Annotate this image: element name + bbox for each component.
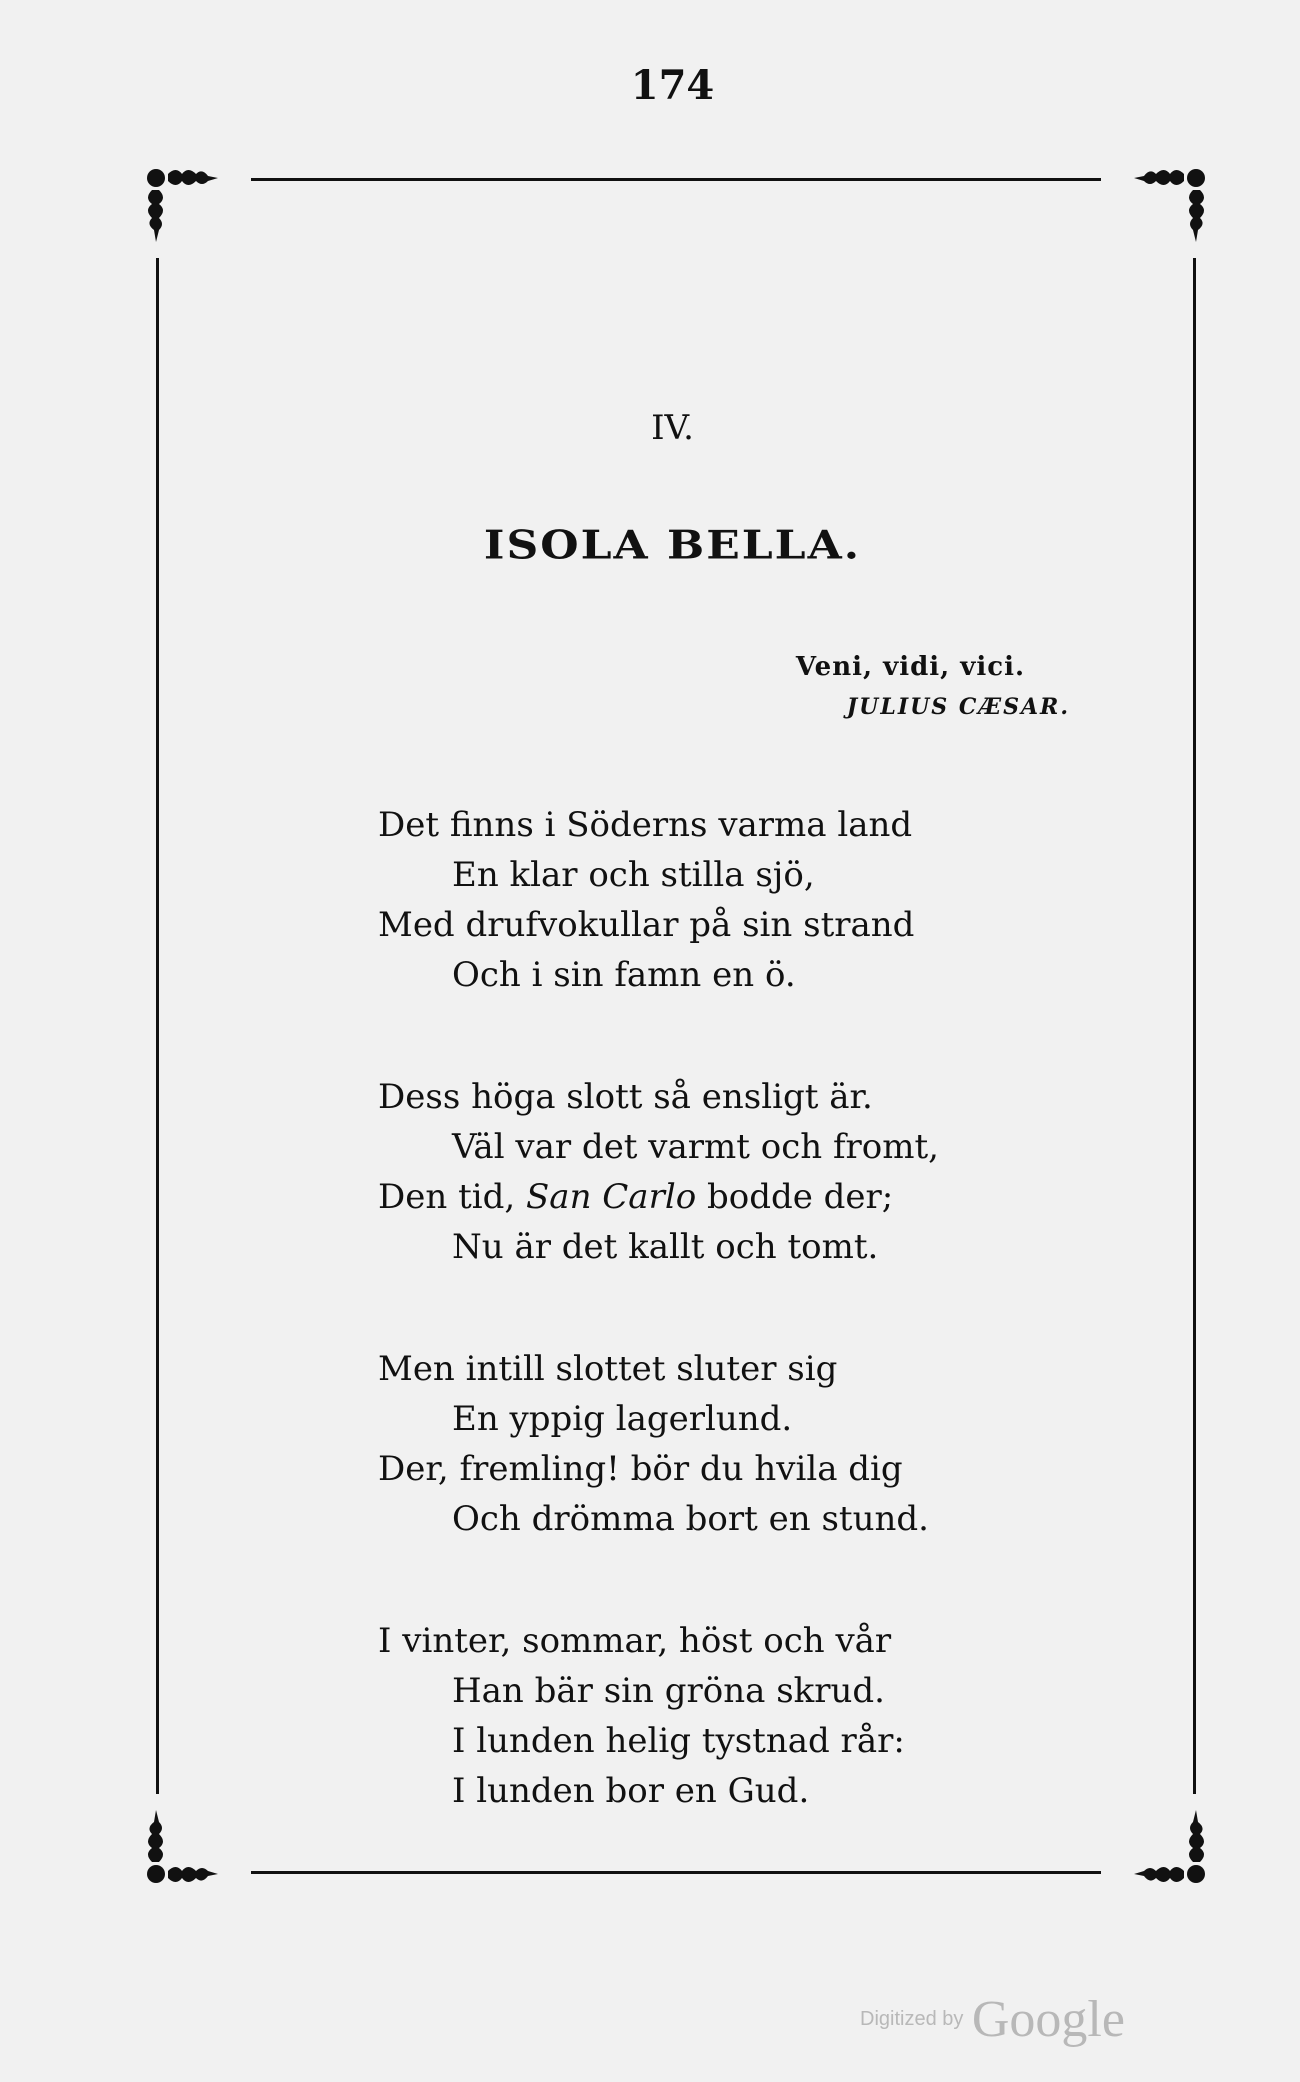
- poem-line: I lunden bor en Gud.: [452, 1771, 810, 1811]
- poem-line: Nu är det kallt och tomt.: [452, 1227, 879, 1267]
- stanza: [378, 1616, 1078, 1816]
- epigraph: [796, 652, 1070, 720]
- poem-body: [378, 800, 1078, 1816]
- poem-line: Och i sin famn en ö.: [452, 955, 796, 995]
- poem-line-italic-name: San Carlo: [526, 1177, 697, 1217]
- poem-line: Der, fremling! bör du hvila dig: [378, 1449, 903, 1489]
- border-left-rule: [156, 258, 159, 1794]
- poem-line: Men intill slottet sluter sig: [378, 1349, 838, 1389]
- poem-line: I lunden helig tystnad rår:: [452, 1721, 905, 1761]
- poem-line: Han bär sin gröna skrud.: [452, 1671, 885, 1711]
- watermark-brand-logo: Google: [971, 1991, 1125, 2048]
- epigraph-quote: Veni, vidi, vici.: [795, 652, 1025, 682]
- stanza: [378, 800, 1078, 1000]
- corner-ornament-icon: [1096, 1796, 1216, 1896]
- stanza: [378, 1344, 1078, 1544]
- poem-line-text: bodde der;: [696, 1177, 894, 1217]
- poem-line: En yppig lagerlund.: [452, 1399, 793, 1439]
- epigraph-author: JULIUS CÆSAR.: [846, 694, 1070, 720]
- poem-title: ISOLA BELLA.: [483, 522, 862, 569]
- poem-line: Det finns i Söderns varma land: [378, 805, 913, 845]
- poem-line-text: Den tid,: [378, 1177, 527, 1217]
- poem-line: I vinter, sommar, höst och vår: [378, 1621, 892, 1661]
- watermark-prefix: Digitized by: [860, 2008, 964, 2030]
- corner-ornament-icon: [136, 156, 256, 256]
- corner-ornament-icon: [1096, 156, 1216, 256]
- poem-line: Med drufvokullar på sin strand: [378, 905, 915, 945]
- page-number: 174: [630, 62, 715, 109]
- poem-line: Och drömma bort en stund.: [452, 1499, 929, 1539]
- border-top-rule: [251, 178, 1101, 181]
- border-bottom-rule: [251, 1871, 1101, 1874]
- poem-line: [378, 1172, 1078, 1222]
- digitized-watermark: [860, 1990, 1125, 2049]
- poem-line: Dess höga slott så ensligt är.: [378, 1077, 873, 1117]
- corner-ornament-icon: [136, 1796, 256, 1896]
- section-number: IV.: [651, 408, 694, 448]
- stanza: [378, 1072, 1078, 1272]
- poem-line: En klar och stilla sjö,: [452, 855, 815, 895]
- poem-line: Väl var det varmt och fromt,: [452, 1127, 939, 1167]
- border-right-rule: [1193, 258, 1196, 1794]
